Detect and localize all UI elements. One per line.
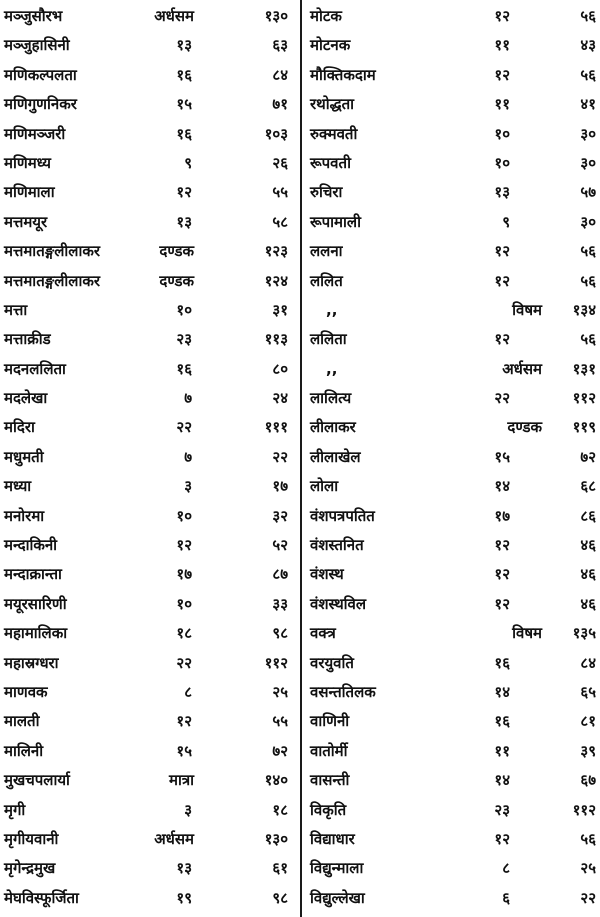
metre-name: माणवक <box>4 682 48 701</box>
index-row <box>4 208 296 237</box>
index-row <box>310 590 598 619</box>
metre-name: विद्युन्माला <box>310 859 364 878</box>
syllable-count: १२ <box>494 594 510 613</box>
syllable-count: १५ <box>176 95 192 114</box>
metre-class: अर्धसम <box>154 829 194 848</box>
page-number: १४० <box>264 771 288 790</box>
metre-name: वंशपत्रपतित <box>310 506 375 525</box>
page-number: ३० <box>580 124 596 143</box>
index-row <box>4 120 296 149</box>
syllable-count: १४ <box>494 771 510 790</box>
index-row <box>4 531 296 560</box>
page-number: ४१ <box>580 95 596 114</box>
index-row <box>4 31 296 60</box>
syllable-count: २२ <box>176 653 192 672</box>
metre-class: विषम <box>512 624 542 643</box>
syllable-count: ७ <box>184 389 192 408</box>
index-row <box>310 120 598 149</box>
page-number: २५ <box>272 682 288 701</box>
page-number: ८४ <box>272 65 288 84</box>
syllable-count: ६ <box>502 888 510 907</box>
page-number: ६३ <box>272 36 288 55</box>
index-row <box>4 649 296 678</box>
syllable-count: १५ <box>176 741 192 760</box>
index-row <box>310 619 598 648</box>
index-row <box>310 267 598 296</box>
page-number: १०३ <box>264 124 288 143</box>
metre-name: वाणिनी <box>310 712 350 731</box>
index-row <box>310 560 598 589</box>
index-row <box>310 707 598 736</box>
metre-name: मदलेखा <box>4 389 48 408</box>
metre-name: मत्तमातङ्गलीलाकर <box>4 271 101 290</box>
metre-name: मत्तमातङ्गलीलाकर <box>4 242 101 261</box>
metre-name: मन्दाक्रान्ता <box>4 565 62 584</box>
page-number: ११९ <box>572 418 596 437</box>
page-number: २४ <box>272 389 288 408</box>
page-number: ५६ <box>580 242 596 261</box>
metre-name: रथोद्धता <box>310 95 355 114</box>
index-row <box>4 502 296 531</box>
syllable-count: १० <box>176 300 192 319</box>
index-row <box>4 472 296 501</box>
index-row <box>4 237 296 266</box>
page-number: ९८ <box>272 624 288 643</box>
page-number: ३२ <box>272 506 288 525</box>
metre-name: विद्युल्लेखा <box>310 888 365 907</box>
index-row <box>310 796 598 825</box>
page-number: १२४ <box>264 271 288 290</box>
page-number: १७ <box>272 477 288 496</box>
metre-name: मृगेन्द्रमुख <box>4 859 56 878</box>
index-row <box>310 825 598 854</box>
syllable-count: १६ <box>494 712 510 731</box>
syllable-count: १२ <box>494 242 510 261</box>
syllable-count: १३ <box>176 212 192 231</box>
metre-name: वासन्ती <box>310 771 350 790</box>
syllable-count: २२ <box>494 389 510 408</box>
page-number: ११३ <box>264 330 288 349</box>
index-row <box>4 2 296 31</box>
page-number: ३९ <box>580 741 596 760</box>
syllable-count: ११ <box>494 741 510 760</box>
metre-class: विषम <box>512 300 542 319</box>
metre-name: मृगीयवानी <box>4 829 59 848</box>
metre-name: ,, <box>326 300 338 319</box>
page-number: २२ <box>272 447 288 466</box>
page-number: ५७ <box>580 183 596 202</box>
left-column <box>4 2 296 913</box>
page-number: ५५ <box>272 183 288 202</box>
page-number: ११२ <box>572 389 596 408</box>
metre-name: रूपवती <box>310 153 351 172</box>
metre-name: मञ्जुसौरभ <box>4 7 63 25</box>
page-number: ८६ <box>580 506 596 525</box>
syllable-count: १६ <box>176 124 192 143</box>
page-number: १८ <box>272 800 288 819</box>
page-number: ८० <box>272 359 288 378</box>
page-number: ८४ <box>580 653 596 672</box>
index-row <box>310 737 598 766</box>
metre-class: मात्रा <box>168 771 194 790</box>
page-number: ५६ <box>580 330 596 349</box>
page-number: ३० <box>580 153 596 172</box>
metre-name: मधुमती <box>4 447 44 466</box>
page-number: १३० <box>264 7 288 25</box>
metre-name: मदिरा <box>4 418 35 437</box>
syllable-count: १२ <box>494 7 510 25</box>
metre-name: महामालिका <box>4 624 68 643</box>
index-row <box>310 443 598 472</box>
index-row <box>4 267 296 296</box>
syllable-count: १२ <box>494 65 510 84</box>
syllable-count: १० <box>176 594 192 613</box>
syllable-count: १२ <box>494 829 510 848</box>
index-row <box>310 296 598 325</box>
page-number: ११२ <box>264 653 288 672</box>
syllable-count: १२ <box>494 565 510 584</box>
metre-name: वंशस्थविल <box>310 594 367 613</box>
index-row <box>310 237 598 266</box>
metre-name: रुक्मवती <box>310 124 358 143</box>
syllable-count: १० <box>494 153 510 172</box>
syllable-count: १९ <box>176 888 192 907</box>
syllable-count: १० <box>176 506 192 525</box>
syllable-count: ८ <box>502 859 510 878</box>
metre-name: मञ्जुहासिनी <box>4 36 70 55</box>
syllable-count: १६ <box>176 65 192 84</box>
page-number: ३० <box>580 212 596 231</box>
syllable-count: १२ <box>176 712 192 731</box>
index-row <box>4 737 296 766</box>
metre-name: वक्त्र <box>310 624 336 643</box>
page-number: १११ <box>264 418 288 437</box>
metre-name: वंशस्तनित <box>310 536 364 555</box>
syllable-count: १६ <box>176 359 192 378</box>
syllable-count: १३ <box>494 183 510 202</box>
metre-class: अर्धसम <box>502 359 542 378</box>
metre-name: वंशस्थ <box>310 565 344 584</box>
index-row <box>310 355 598 384</box>
index-row <box>4 325 296 354</box>
page-number: ५२ <box>272 536 288 555</box>
index-row <box>310 208 598 237</box>
syllable-count: १२ <box>494 330 510 349</box>
metre-name: ललित <box>310 271 343 290</box>
page-number: ५६ <box>580 829 596 848</box>
index-row <box>310 61 598 90</box>
index-row <box>4 149 296 178</box>
page-number: ६१ <box>272 859 288 878</box>
page-number: २६ <box>272 153 288 172</box>
metre-name: ललना <box>310 242 343 261</box>
index-row <box>4 61 296 90</box>
page-number: ३३ <box>272 594 288 613</box>
metre-name: मोटक <box>310 7 342 25</box>
page-number: ५८ <box>272 212 288 231</box>
metre-name: मणिमञ्जरी <box>4 124 66 143</box>
index-row <box>4 796 296 825</box>
index-row <box>310 649 598 678</box>
syllable-count: ३ <box>184 477 192 496</box>
index-row <box>310 413 598 442</box>
metre-name: मणिमाला <box>4 183 55 202</box>
syllable-count: ११ <box>494 95 510 114</box>
page-number: ६५ <box>580 682 596 701</box>
metre-name: मणिमध्य <box>4 153 52 172</box>
metre-name: मनोरमा <box>4 506 45 525</box>
syllable-count: १५ <box>494 447 510 466</box>
page-number: ६८ <box>580 477 596 496</box>
index-row <box>310 178 598 207</box>
metre-name: विकृति <box>310 800 347 819</box>
page-number: १३१ <box>572 359 596 378</box>
index-row <box>4 884 296 913</box>
page-number: ९८ <box>272 888 288 907</box>
syllable-count: १२ <box>494 536 510 555</box>
metre-name: मध्या <box>4 477 32 496</box>
index-row <box>4 90 296 119</box>
index-row <box>310 766 598 795</box>
syllable-count: १७ <box>494 506 510 525</box>
metre-name: ललिता <box>310 330 347 349</box>
index-row <box>4 443 296 472</box>
page-number: ८१ <box>580 712 596 731</box>
index-row <box>4 590 296 619</box>
page-number: ५६ <box>580 7 596 25</box>
index-row <box>310 149 598 178</box>
page-number: ५६ <box>580 271 596 290</box>
metre-name: ,, <box>326 359 338 378</box>
index-row <box>310 384 598 413</box>
syllable-count: १२ <box>176 183 192 202</box>
metre-name: मत्तमयूर <box>4 212 48 231</box>
page-number: १२३ <box>264 242 288 261</box>
index-row <box>4 178 296 207</box>
page-number: ७२ <box>272 741 288 760</box>
index-row <box>4 854 296 883</box>
page-number: ५६ <box>580 65 596 84</box>
syllable-count: १२ <box>494 271 510 290</box>
index-row <box>310 472 598 501</box>
syllable-count: १४ <box>494 682 510 701</box>
page-number: १३५ <box>572 624 596 643</box>
metre-name: मत्ता <box>4 300 28 319</box>
metre-name: लीलाकर <box>310 418 356 437</box>
index-row <box>4 296 296 325</box>
page-number: ४६ <box>580 594 596 613</box>
syllable-count: १३ <box>176 36 192 55</box>
page-number: ४३ <box>580 36 596 55</box>
index-row <box>4 355 296 384</box>
metre-name: रूपामाली <box>310 212 361 231</box>
syllable-count: ९ <box>184 153 192 172</box>
index-row <box>4 678 296 707</box>
metre-name: मयूरसारिणी <box>4 594 67 613</box>
metre-name: मेघविस्फूर्जिता <box>4 888 79 907</box>
index-row <box>4 619 296 648</box>
index-row <box>310 854 598 883</box>
metre-name: विद्याधार <box>310 829 355 848</box>
metre-class: दण्डक <box>159 242 194 261</box>
metre-name: वरयुवति <box>310 653 354 672</box>
index-row <box>4 560 296 589</box>
syllable-count: ७ <box>184 447 192 466</box>
page-number: ११२ <box>572 800 596 819</box>
page-number: ६७ <box>580 771 596 790</box>
metre-name: महास्रग्धरा <box>4 653 59 672</box>
page-number: १३० <box>264 829 288 848</box>
index-row <box>4 384 296 413</box>
page-number: १३४ <box>572 300 596 319</box>
index-row <box>310 325 598 354</box>
metre-name: वातोर्मी <box>310 741 348 760</box>
syllable-count: १० <box>494 124 510 143</box>
metre-name: मोटनक <box>310 36 351 55</box>
metre-class: अर्धसम <box>154 7 194 25</box>
page-number: २५ <box>580 859 596 878</box>
metre-name: मदनललिता <box>4 359 66 378</box>
index-row <box>310 678 598 707</box>
metre-class: दण्डक <box>507 418 542 437</box>
column-divider <box>300 0 302 917</box>
metre-name: मत्ताक्रीड <box>4 330 51 349</box>
metre-name: मालिनी <box>4 741 44 760</box>
metre-name: मन्दाकिनी <box>4 536 58 555</box>
page-number: ४६ <box>580 536 596 555</box>
metre-name: मणिगुणनिकर <box>4 95 77 114</box>
syllable-count: २२ <box>176 418 192 437</box>
page-number: २२ <box>580 888 596 907</box>
page-number: ४६ <box>580 565 596 584</box>
metre-name: मालती <box>4 712 40 731</box>
metre-name: रुचिरा <box>310 183 343 202</box>
index-row <box>4 413 296 442</box>
metre-name: लालित्य <box>310 389 352 408</box>
metre-name: मृगी <box>4 800 26 819</box>
syllable-count: ३ <box>184 800 192 819</box>
syllable-count: ८ <box>184 682 192 701</box>
syllable-count: १२ <box>176 536 192 555</box>
syllable-count: १६ <box>494 653 510 672</box>
syllable-count: १८ <box>176 624 192 643</box>
metre-name: लीलाखेल <box>310 447 361 466</box>
syllable-count: २३ <box>176 330 192 349</box>
index-row <box>310 502 598 531</box>
syllable-count: २३ <box>494 800 510 819</box>
index-row <box>310 884 598 913</box>
metre-name: वसन्ततिलक <box>310 682 376 701</box>
metre-name: मणिकल्पलता <box>4 65 77 84</box>
page-number: ८७ <box>272 565 288 584</box>
syllable-count: ९ <box>502 212 510 231</box>
page-number: ५५ <box>272 712 288 731</box>
syllable-count: १७ <box>176 565 192 584</box>
index-row <box>310 31 598 60</box>
page-number: ३१ <box>272 300 288 319</box>
metre-class: दण्डक <box>159 271 194 290</box>
page-number: ७१ <box>272 95 288 114</box>
metre-name: लोला <box>310 477 339 496</box>
index-row <box>310 2 598 31</box>
metre-name: मुखचपलार्या <box>4 771 70 790</box>
syllable-count: ११ <box>494 36 510 55</box>
syllable-count: १३ <box>176 859 192 878</box>
index-row <box>4 766 296 795</box>
page-number: ७२ <box>580 447 596 466</box>
index-row <box>4 707 296 736</box>
syllable-count: १४ <box>494 477 510 496</box>
index-row <box>310 531 598 560</box>
right-column <box>310 2 598 913</box>
index-row <box>310 90 598 119</box>
metre-name: मौक्तिकदाम <box>310 65 376 84</box>
index-row <box>4 825 296 854</box>
